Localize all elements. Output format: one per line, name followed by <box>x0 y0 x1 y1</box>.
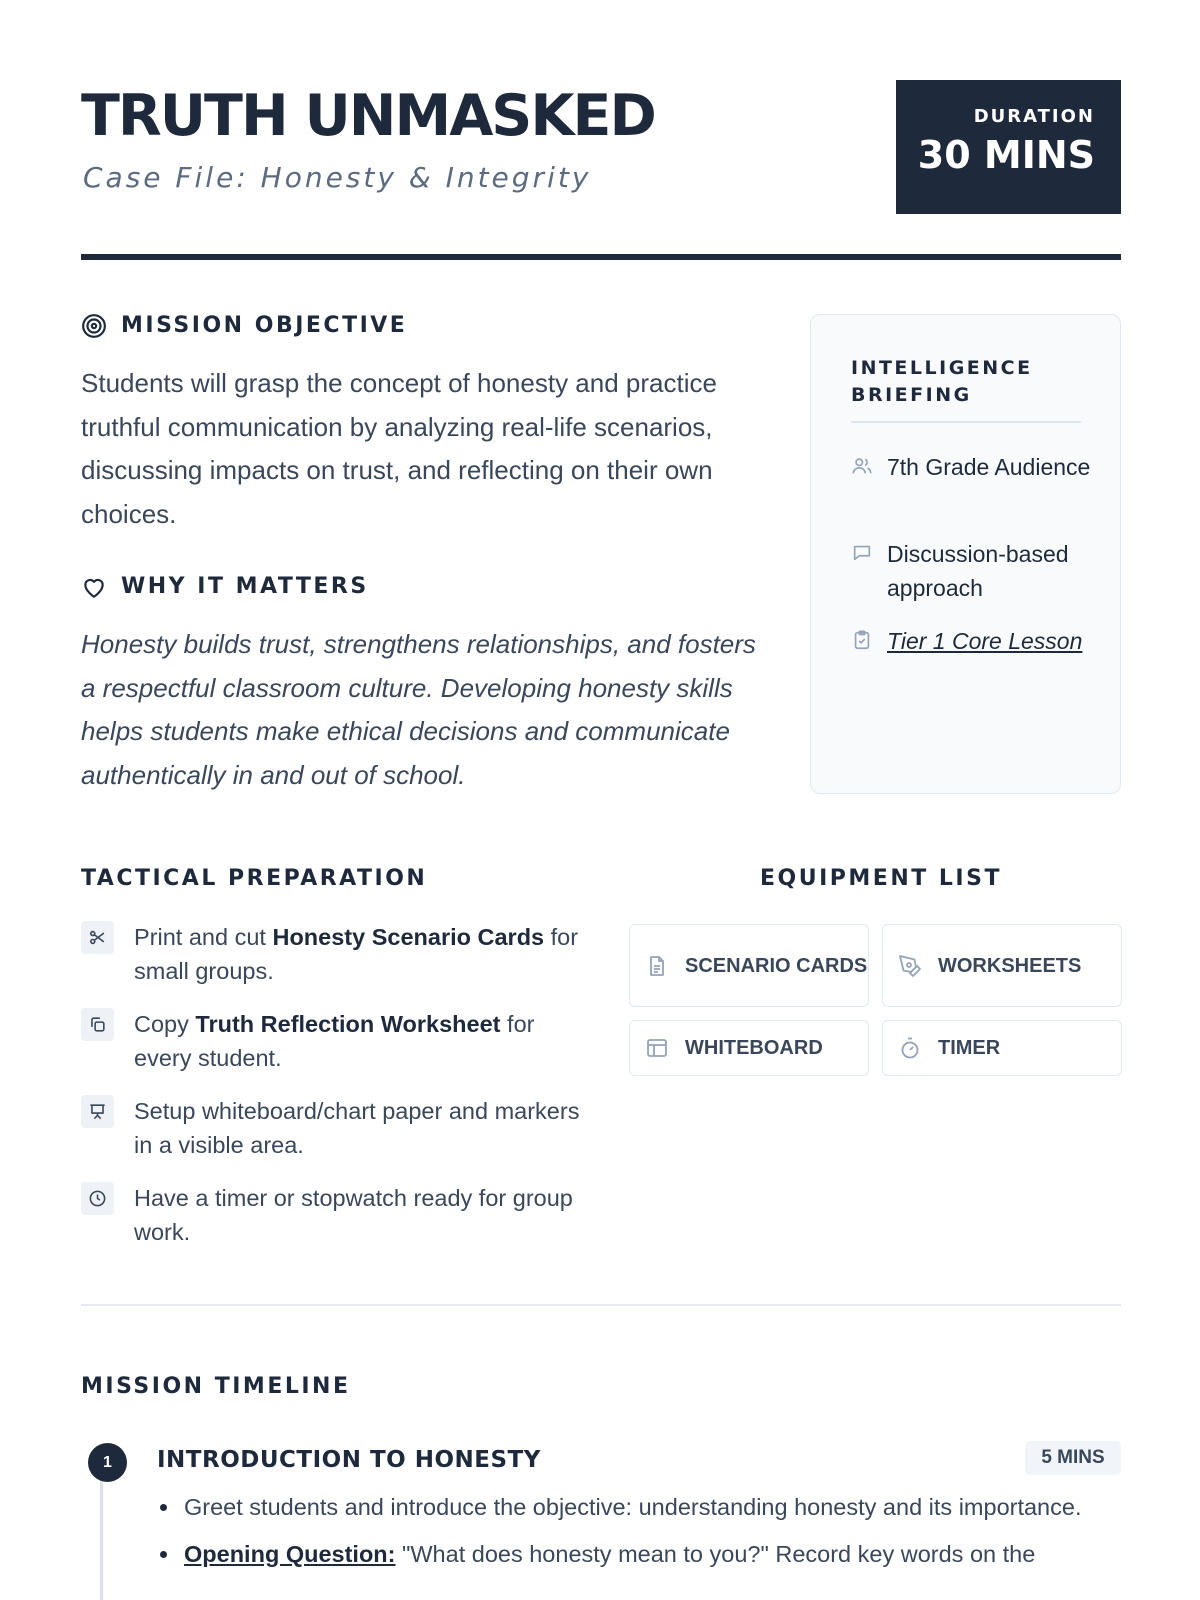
board-icon <box>645 1036 669 1060</box>
duration-box <box>896 80 1121 214</box>
presentation-icon <box>81 1095 114 1128</box>
equipment-item <box>882 1020 1122 1076</box>
clipboard-check-icon <box>851 629 873 651</box>
why-heading-row <box>81 573 369 601</box>
briefing-item-tier[interactable] <box>851 625 1091 659</box>
equipment-item-label: TIMER <box>938 1037 1001 1059</box>
prep-item-text: Copy Truth Reflection Worksheet for every student. <box>134 1011 535 1071</box>
briefing-item-label: 7th Grade Audience <box>887 454 1091 480</box>
prep-item <box>81 1094 581 1162</box>
list-item: Greet students and introduce the objective: understanding honesty and its importance. <box>184 1488 1104 1527</box>
timeline-step-title: INTRODUCTION TO HONESTY <box>157 1447 541 1473</box>
equipment-item-label: SCENARIO CARDS <box>685 954 868 977</box>
header-divider <box>81 254 1121 260</box>
why-heading: WHY IT MATTERS <box>121 574 369 599</box>
tier-link[interactable]: Tier 1 Core Lesson <box>887 628 1083 654</box>
heart-icon <box>81 574 107 600</box>
page-subtitle: Case File: Honesty & Integrity <box>83 161 592 194</box>
prep-item <box>81 1007 581 1075</box>
header <box>81 80 1121 214</box>
scissors-icon <box>81 921 114 954</box>
timeline-step-duration: 5 MINS <box>1025 1441 1121 1475</box>
why-text: Honesty builds trust, strengthens relationships, and fosters a respectful classroom culture. Developing honesty skills helps students make ethical decisions and communicate authentically in and out of school. <box>81 629 756 790</box>
briefing-item-audience <box>851 451 1091 485</box>
briefing-divider <box>851 421 1081 423</box>
prep-item-text: Have a timer or stopwatch ready for group work. <box>134 1185 573 1245</box>
users-icon <box>851 455 873 477</box>
objective-text: Students will grasp the concept of honesty and practice truthful communication by analyzing real-life scenarios, discussing impacts on trust, and reflecting on their own choices. <box>81 368 717 529</box>
equipment-item <box>629 1020 869 1076</box>
timeline-step-number: 1 <box>88 1443 127 1482</box>
briefing-title: INTELLIGENCE BRIEFING <box>851 357 1033 406</box>
page-title: TRUTH UNMASKED <box>81 83 655 149</box>
equipment-item <box>629 924 869 1007</box>
objective-heading: MISSION OBJECTIVE <box>121 313 408 338</box>
equipment-item-label: WORKSHEETS <box>938 954 1082 977</box>
pen-tool-icon <box>898 954 922 978</box>
prep-item-text: Setup whiteboard/chart paper and markers in a visible area. <box>134 1098 580 1158</box>
prep-item <box>81 1181 581 1249</box>
timeline-heading: MISSION TIMELINE <box>81 1374 351 1399</box>
stopwatch-icon <box>898 1036 922 1060</box>
section-divider <box>81 1304 1121 1306</box>
target-icon <box>81 313 107 339</box>
duration-value: 30 MINS <box>917 133 1095 177</box>
chat-icon <box>851 542 873 564</box>
preparation-heading: TACTICAL PREPARATION <box>81 866 428 891</box>
objective-heading-row <box>81 312 407 340</box>
copy-icon <box>81 1008 114 1041</box>
equipment-item <box>882 924 1122 1007</box>
document-icon <box>645 954 669 978</box>
clock-icon <box>81 1182 114 1215</box>
timeline-step-bullets <box>184 1488 1104 1581</box>
equipment-heading: EQUIPMENT LIST <box>760 866 1002 891</box>
prep-item <box>81 920 581 988</box>
duration-label: DURATION <box>973 106 1095 127</box>
prep-item-text: Print and cut Honesty Scenario Cards for small groups. <box>134 924 579 984</box>
briefing-item-label: Discussion-based approach <box>887 541 1069 601</box>
equipment-item-label: WHITEBOARD <box>685 1037 823 1059</box>
briefing-item-approach <box>851 538 1091 605</box>
list-item: Opening Question: "What does honesty mean to you?" Record key words on the <box>184 1535 1104 1574</box>
briefing-card <box>810 314 1121 794</box>
